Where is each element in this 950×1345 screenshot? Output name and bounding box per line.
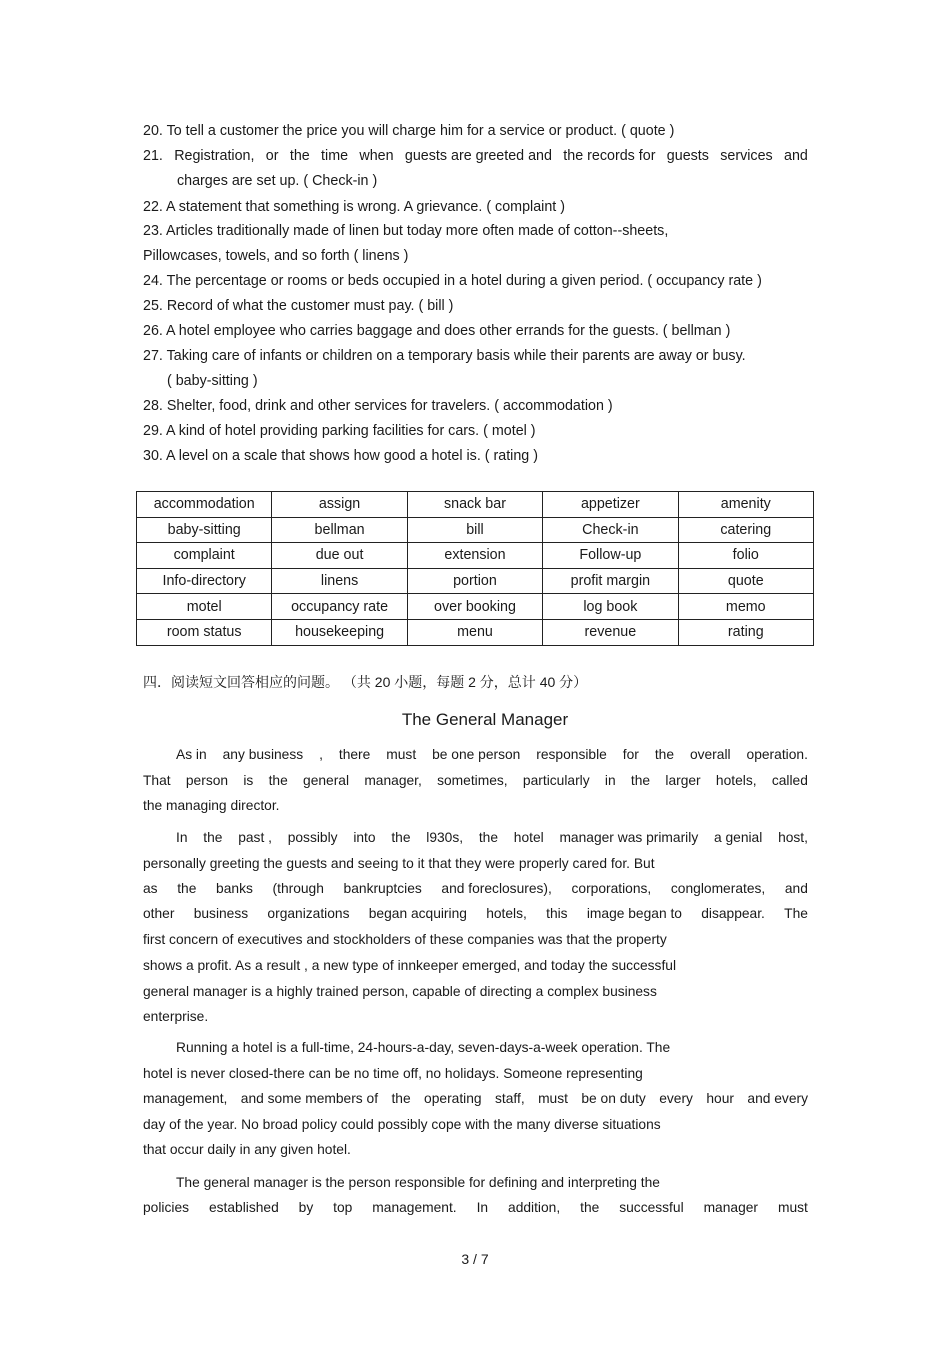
word: business: [193, 906, 249, 921]
word: operating: [424, 1091, 482, 1106]
question-21-line-2: charges are set up. ( Check-in ): [177, 173, 378, 189]
question-22: 22. A statement that something is wrong. A grievance. ( complaint ): [143, 199, 565, 215]
question-24: 24. The percentage or rooms or beds occupied in a hotel during a given period. ( occupancy rate ): [143, 273, 762, 289]
table-cell: portion: [407, 568, 542, 594]
table-row: [137, 594, 814, 620]
table-cell: folio: [678, 543, 813, 569]
word: the: [630, 773, 651, 788]
word: In: [476, 1200, 489, 1215]
word: larger: [665, 773, 701, 788]
word: management,: [143, 1091, 228, 1106]
word: successful: [619, 1200, 684, 1215]
paragraph-3-line-2: hotel is never closed-there can be no time off, no holidays. Someone representing: [143, 1066, 643, 1081]
table-cell: housekeeping: [272, 619, 407, 645]
word: called: [771, 773, 808, 788]
word: began acquiring: [368, 906, 467, 921]
paragraph-2-line-4: [143, 904, 808, 924]
table-cell: assign: [272, 492, 407, 518]
table-cell: quote: [678, 568, 813, 594]
word: be one person: [432, 747, 521, 762]
question-21-line-1: [143, 146, 808, 166]
word: banks: [216, 881, 253, 896]
word: established: [208, 1200, 279, 1215]
paragraph-1-line-3: the managing director.: [143, 798, 280, 813]
word: bankruptcies: [343, 881, 422, 896]
table-cell: log book: [543, 594, 678, 620]
word: In: [176, 830, 188, 845]
table-cell: bellman: [272, 517, 407, 543]
table-cell: Check-in: [543, 517, 678, 543]
vocabulary-table: [136, 491, 814, 646]
word: manager was primarily: [559, 830, 699, 845]
table-cell: over booking: [407, 594, 542, 620]
word: management.: [372, 1200, 457, 1215]
word: must: [777, 1200, 808, 1215]
word: there: [338, 747, 371, 762]
paragraph-2-line-5: first concern of executives and stockholders of these companies was that the property: [143, 932, 667, 947]
table-cell: revenue: [543, 619, 678, 645]
table-row: [137, 517, 814, 543]
word: is: [243, 773, 254, 788]
word: in: [604, 773, 616, 788]
word: hotel: [513, 830, 544, 845]
word: must: [538, 1091, 568, 1106]
word: particularly: [522, 773, 590, 788]
section-heading: 四．阅读短文回答相应的问题。 （共 20 小题，每题 2 分，总计 40 分）: [143, 674, 588, 690]
question-28: 28. Shelter, food, drink and other services for travelers. ( accommodation ): [143, 398, 613, 414]
word: operation.: [746, 747, 808, 762]
table-cell: profit margin: [543, 568, 678, 594]
word: the: [289, 148, 310, 164]
paragraph-2-line-7: general manager is a highly trained person, capable of directing a complex business: [143, 984, 657, 999]
word: every: [659, 1091, 693, 1106]
table-cell: Info-directory: [137, 568, 272, 594]
word: the: [268, 773, 288, 788]
paragraph-2-line-8: enterprise.: [143, 1009, 209, 1024]
table-cell: extension: [407, 543, 542, 569]
word: 21.: [143, 148, 163, 164]
word: be on duty: [581, 1091, 646, 1106]
word: by: [298, 1200, 314, 1215]
word: Registration,: [174, 148, 255, 164]
paragraph-3-line-3: [143, 1089, 808, 1109]
word: host,: [778, 830, 808, 845]
word: time: [321, 148, 349, 164]
paragraph-2-line-6: shows a profit. As a result , a new type of innkeeper emerged, and today the successful: [143, 958, 677, 973]
word: manager,: [364, 773, 422, 788]
table-cell: appetizer: [543, 492, 678, 518]
word: into: [353, 830, 376, 845]
word: a genial: [713, 830, 763, 845]
question-20: 20. To tell a customer the price you will charge him for a service or product. ( quote ): [143, 123, 675, 139]
paragraph-2-line-1: [176, 828, 808, 848]
question-23-line-2: Pillowcases, towels, and so forth ( linens ): [143, 248, 409, 264]
paragraph-2-line-2: personally greeting the guests and seeing to it that they were properly cared for. But: [143, 856, 655, 871]
word: and: [784, 881, 808, 896]
word: must: [386, 747, 417, 762]
word: responsible: [536, 747, 607, 762]
question-27-line-1: 27. Taking care of infants or children on a temporary basis while their parents are away or busy.: [143, 348, 746, 364]
word: image began to: [586, 906, 682, 921]
word: and: [784, 148, 808, 164]
word: person: [185, 773, 229, 788]
table-cell: accommodation: [137, 492, 272, 518]
word: top: [333, 1200, 353, 1215]
table-cell: catering: [678, 517, 813, 543]
paragraph-4-line-2: [143, 1198, 808, 1218]
table-cell: snack bar: [407, 492, 542, 518]
word: or: [265, 148, 279, 164]
word: the: [580, 1200, 600, 1215]
paragraph-1-line-2: [143, 771, 808, 791]
table-cell: baby-sitting: [137, 517, 272, 543]
paragraph-3-line-5: that occur daily in any given hotel.: [143, 1142, 351, 1157]
word: and every: [747, 1091, 808, 1106]
question-25: 25. Record of what the customer must pay. ( bill ): [143, 298, 454, 314]
word: general: [303, 773, 350, 788]
table-cell: memo: [678, 594, 813, 620]
word: disappear.: [701, 906, 765, 921]
word: That: [143, 773, 171, 788]
word: guests are greeted and: [404, 148, 552, 164]
word: ,: [319, 747, 323, 762]
table-row: [137, 543, 814, 569]
table-cell: motel: [137, 594, 272, 620]
word: l930s,: [426, 830, 464, 845]
question-23-line-1: 23. Articles traditionally made of linen but today more often made of cotton--sheets,: [143, 223, 669, 239]
word: hour: [706, 1091, 734, 1106]
word: this: [546, 906, 568, 921]
table-row: [137, 568, 814, 594]
page-number: 3 / 7: [461, 1251, 489, 1267]
word: possibly: [287, 830, 338, 845]
paragraph-2-line-3: [143, 879, 808, 899]
word: As in: [176, 747, 207, 762]
question-29: 29. A kind of hotel providing parking facilities for cars. ( motel ): [143, 423, 536, 439]
word: the: [478, 830, 499, 845]
paragraph-3-line-4: day of the year. No broad policy could possibly cope with the many diverse situations: [143, 1117, 661, 1132]
table-cell: linens: [272, 568, 407, 594]
question-30: 30. A level on a scale that shows how good a hotel is. ( rating ): [143, 448, 538, 464]
word: sometimes,: [437, 773, 508, 788]
word: services: [720, 148, 773, 164]
word: any business: [222, 747, 304, 762]
word: organizations: [267, 906, 350, 921]
passage-title: The General Manager: [401, 710, 569, 729]
paragraph-1-line-1: [176, 745, 808, 765]
paragraph-4-line-1: The general manager is the person responsible for defining and interpreting the: [176, 1175, 660, 1190]
table-cell: room status: [137, 619, 272, 645]
word: when: [359, 148, 394, 164]
question-26: 26. A hotel employee who carries baggage and does other errands for the guests. ( bellman ): [143, 323, 731, 339]
word: policies: [143, 1200, 190, 1215]
word: hotels,: [486, 906, 527, 921]
word: the: [391, 1091, 411, 1106]
table-cell: complaint: [137, 543, 272, 569]
table-row: [137, 619, 814, 645]
table-row: [137, 492, 814, 518]
word: conglomerates,: [670, 881, 766, 896]
word: corporations,: [571, 881, 652, 896]
word: the: [203, 830, 223, 845]
table-cell: menu: [407, 619, 542, 645]
word: past ,: [238, 830, 272, 845]
table-cell: amenity: [678, 492, 813, 518]
table-cell: due out: [272, 543, 407, 569]
question-27-line-2: ( baby-sitting ): [167, 373, 258, 389]
paragraph-3-line-1: Running a hotel is a full-time, 24-hours-a-day, seven-days-a-week operation. The: [176, 1040, 671, 1055]
word: and foreclosures),: [441, 881, 552, 896]
word: the: [177, 881, 197, 896]
word: (through: [272, 881, 324, 896]
word: and some members of: [240, 1091, 379, 1106]
word: for: [622, 747, 639, 762]
word: guests: [666, 148, 709, 164]
word: the: [391, 830, 411, 845]
word: other: [143, 906, 175, 921]
word: as: [143, 881, 158, 896]
table-cell: Follow-up: [543, 543, 678, 569]
word: The: [784, 906, 808, 921]
word: the records for: [563, 148, 656, 164]
table-cell: rating: [678, 619, 813, 645]
word: overall: [689, 747, 731, 762]
table-cell: bill: [407, 517, 542, 543]
word: addition,: [508, 1200, 561, 1215]
word: hotels,: [715, 773, 757, 788]
word: the: [654, 747, 674, 762]
table-cell: occupancy rate: [272, 594, 407, 620]
word: staff,: [495, 1091, 525, 1106]
word: manager: [703, 1200, 759, 1215]
